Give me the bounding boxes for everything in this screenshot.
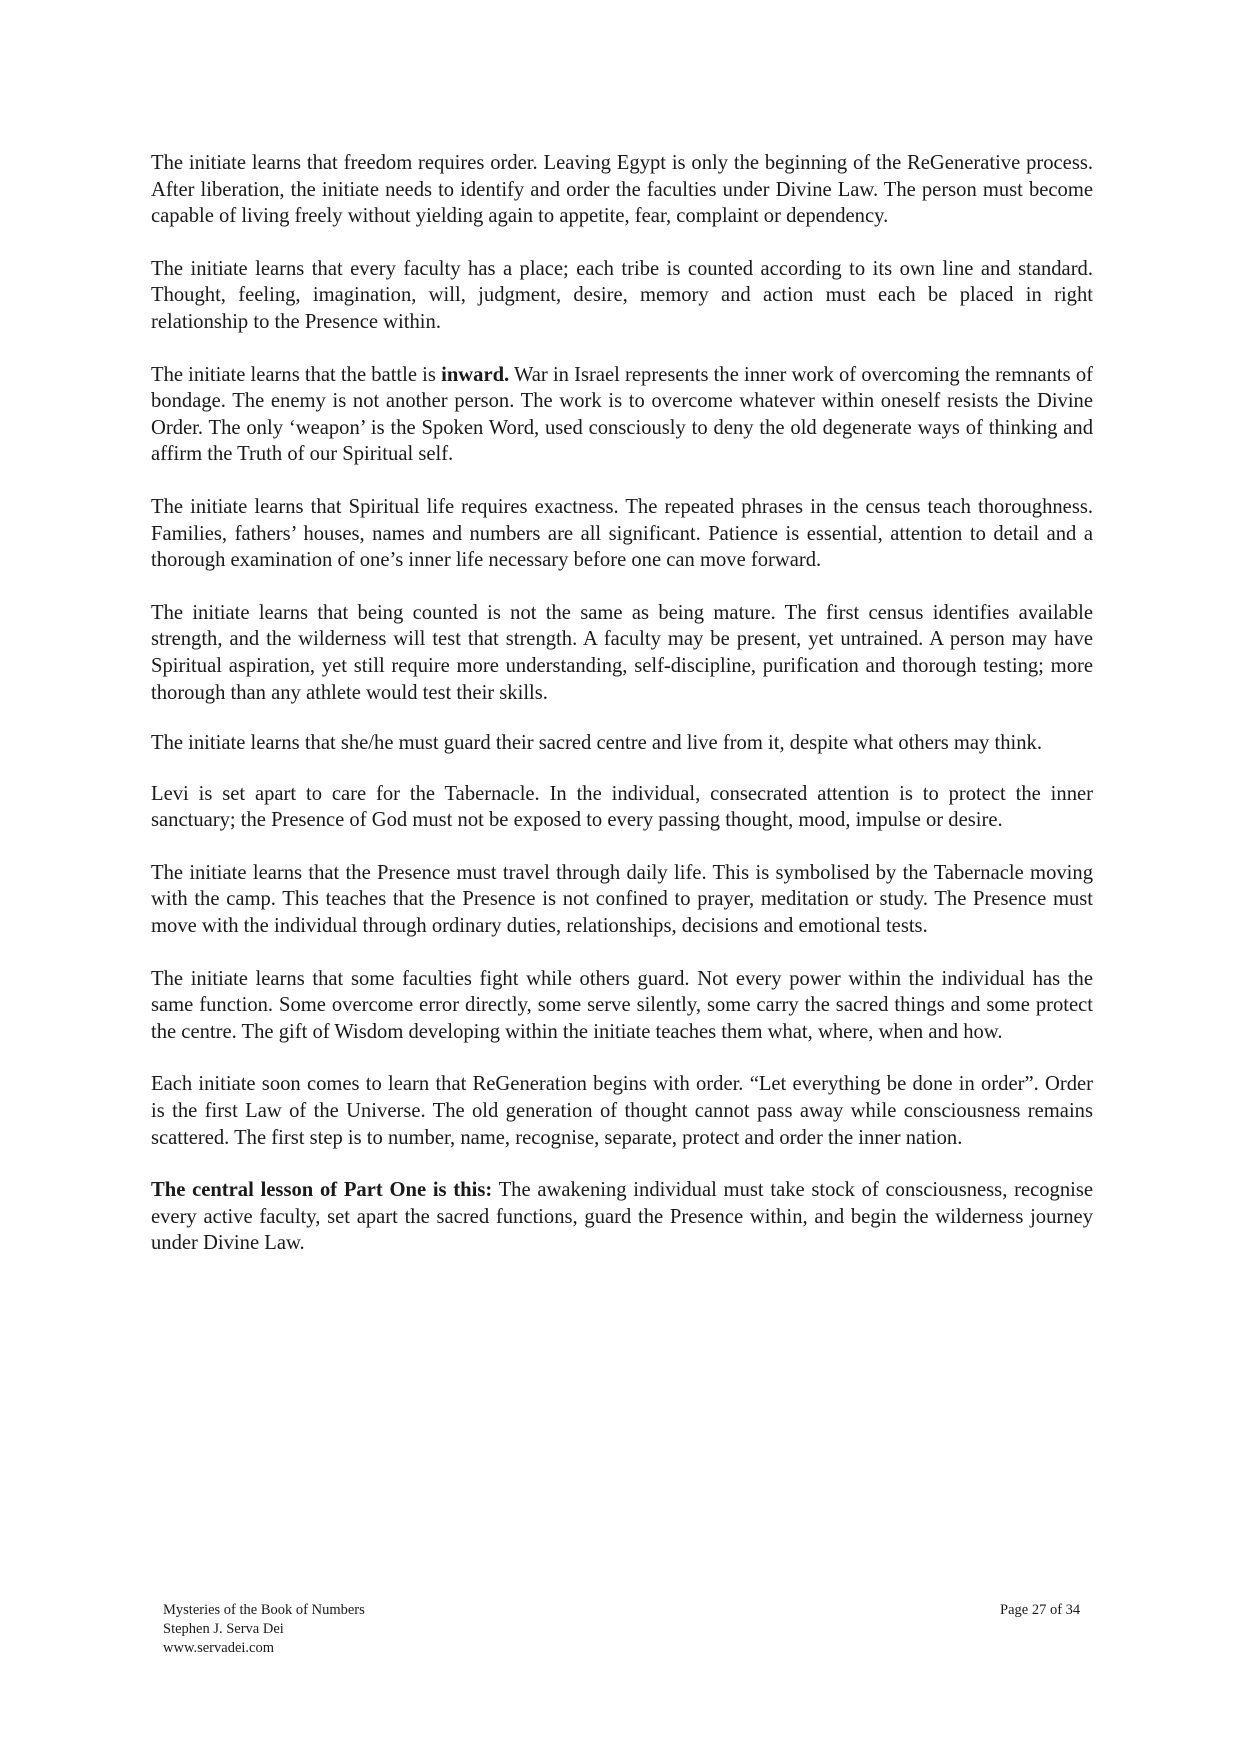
paragraph-text: The initiate learns that the battle is <box>151 363 442 386</box>
footer-info <box>163 1601 365 1658</box>
paragraph-central-lesson <box>151 1177 1093 1257</box>
paragraph-text: The awakening individual must take stock of consciousness, recognise every active faculty, set apart the sacred functions, guard the Presence within, and begin the wilderness journey under Divine Law. <box>151 1179 1093 1255</box>
of-label: of <box>1046 1602 1066 1618</box>
paragraph-freedom-requires-order: The initiate learns that freedom requires order. Leaving Egypt is only the beginning of the ReGenerative process. After liberation, the initiate needs to identify and order the faculties under Divine Law. The person must become capable of living freely without yielding again to appetite, fear, complaint or dependency. <box>151 152 1093 228</box>
footer-author: Stephen J. Serva Dei <box>163 1621 284 1637</box>
paragraph-spiritual-life-exactness: The initiate learns that Spiritual life requires exactness. The repeated phrases in the census teach thoroughness. Families, fathers’ houses, names and numbers are all significant. Patience is essential, attention to detail and a thorough examination of one’s inner life necessary before one can move forward. <box>151 495 1093 572</box>
paragraph-battle-is-inward <box>151 362 1093 468</box>
paragraph-text: War in Israel represents the inner work of overcoming the remnants of bondage. The enemy is not another person. The work is to overcome whatever within oneself resists the Divine Order. The only ‘weapon’ is the Spoken Word, used consciously to deny the old degenerate ways of thinking and affirm the Truth of our Spiritual self. <box>151 363 1093 466</box>
footer-book-title: Mysteries of the Book of Numbers <box>163 1602 365 1618</box>
total-pages: 34 <box>1065 1602 1081 1618</box>
paragraph-regeneration-begins-with-order: Each initiate soon comes to learn that ReGeneration begins with order. “Let everything be done in order”. Order is the first Law of the Universe. The old generation of thought cannot pass away while consciousness remains scattered. The first step is to number, name, recognise, separate, protect and order the inner nation. <box>151 1073 1093 1149</box>
page-number: 27 <box>1031 1602 1047 1618</box>
paragraph-guard-sacred-centre: The initiate learns that she/he must guard their sacred centre and live from it, despite what others may think. <box>151 732 1042 755</box>
emphasis-inward: inward. <box>441 363 510 386</box>
page-number-indicator <box>1000 1601 1080 1620</box>
paragraph-counted-not-mature: The initiate learns that being counted is not the same as being mature. The first census identifies available strength, and the wilderness will test that strength. A faculty may be present, yet untrained. A person may have Spiritual aspiration, yet still require more understanding, self-discipline, purification and thorough testing; more thorough than any athlete would test their skills. <box>151 601 1093 704</box>
page-body <box>151 150 1093 1283</box>
footer-website: www.servadei.com <box>163 1640 274 1656</box>
page-label: Page <box>1000 1602 1032 1618</box>
paragraph-levi-set-apart: Levi is set apart to care for the Tabernacle. In the individual, consecrated attention is to protect the inner sanctuary; the Presence of God must not be exposed to every passing thought, mood, impulse or desire. <box>151 782 1093 832</box>
paragraph-some-fight-others-guard: The initiate learns that some faculties fight while others guard. Not every power within the individual has the same function. Some overcome error directly, some serve silently, some carry the sacred things and some protect the centre. The gift of Wisdom developing within the initiate teaches them what, where, when and how. <box>151 967 1093 1043</box>
paragraph-presence-travels-daily-life: The initiate learns that the Presence must travel through daily life. This is symbolised by the Tabernacle moving with the camp. This teaches that the Presence is not confined to prayer, meditation or study. The Presence must move with the individual through ordinary duties, relationships, decisions and emotional tests. <box>151 861 1093 938</box>
emphasis-central-lesson: The central lesson of Part One is this: <box>151 1179 493 1202</box>
paragraph-every-faculty-has-a-place: The initiate learns that every faculty has a place; each tribe is counted according to its own line and standard. Thought, feeling, imagination, will, judgment, desire, memory and action must each be placed in right relationship to the Presence within. <box>151 257 1093 333</box>
